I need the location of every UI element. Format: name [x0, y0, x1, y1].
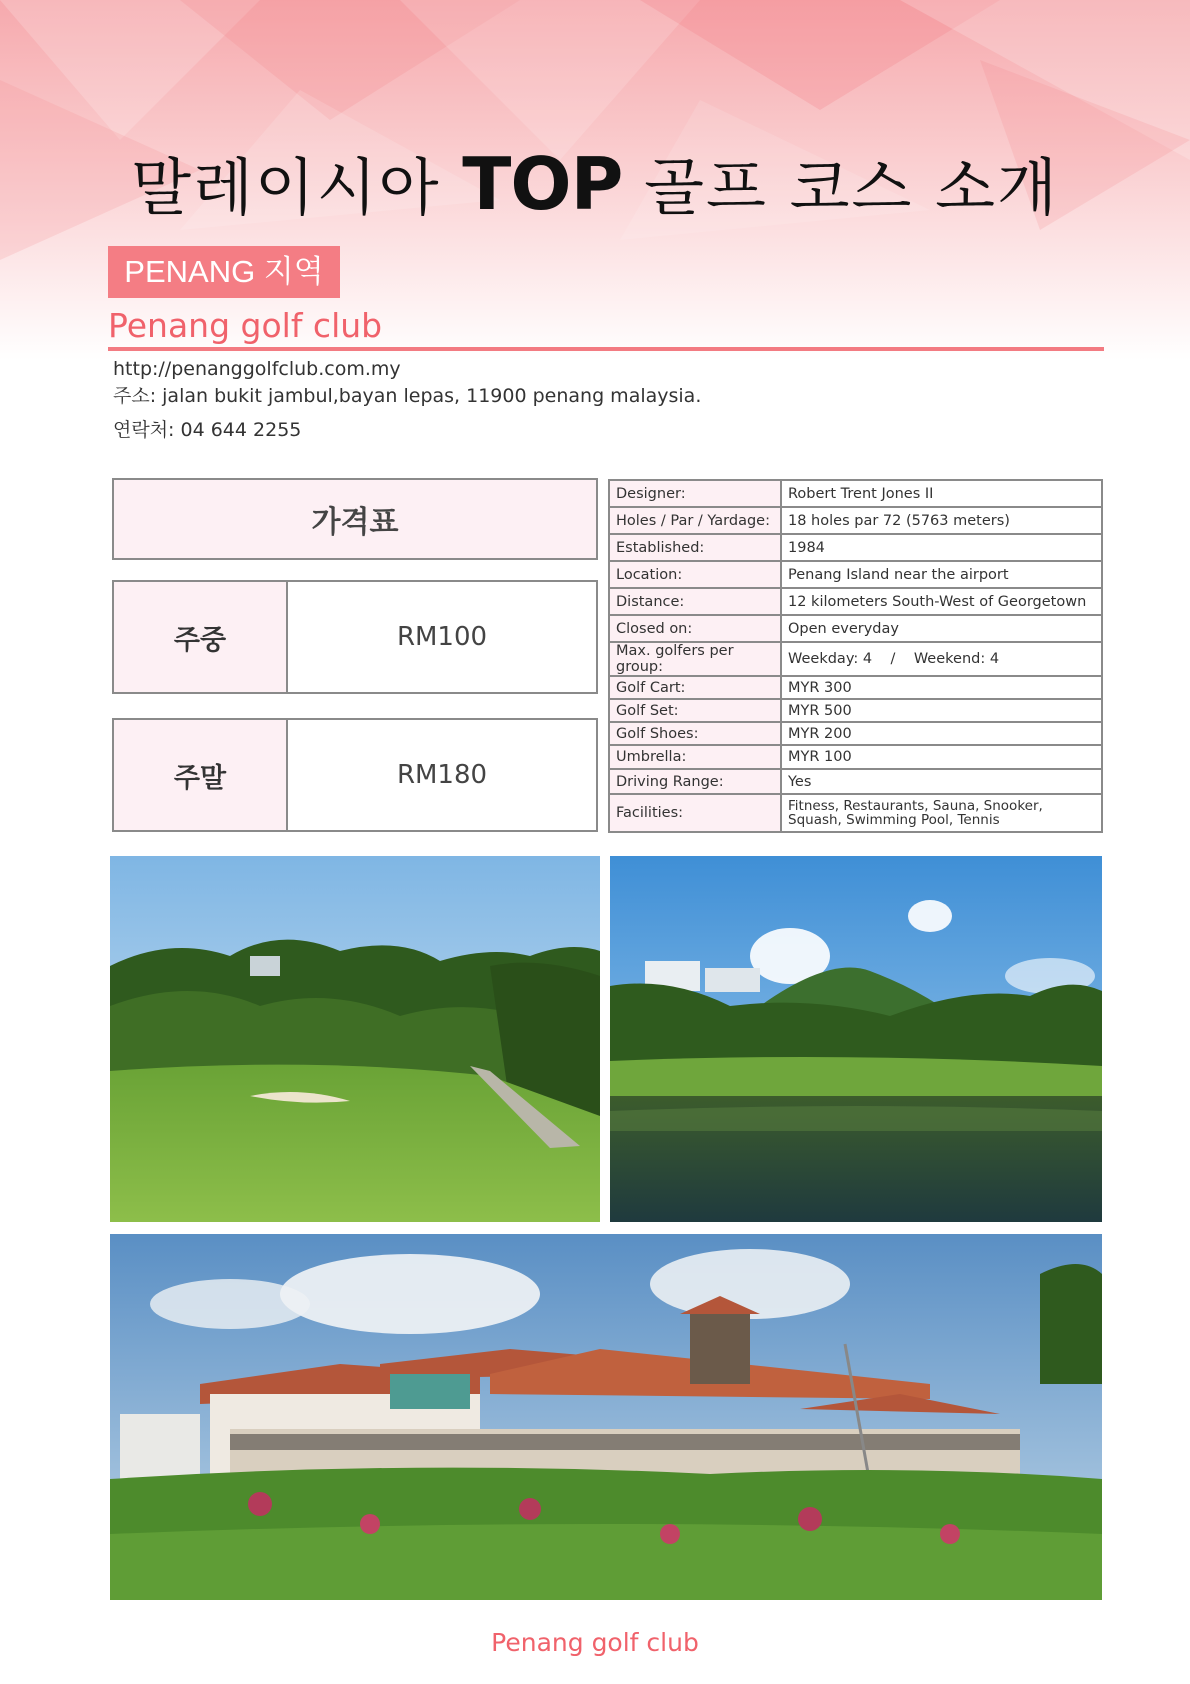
region-badge: PENANG 지역: [108, 246, 340, 298]
info-key: Golf Set:: [609, 699, 781, 722]
price-row-weekday: [112, 580, 598, 694]
info-value: MYR 100: [781, 745, 1102, 769]
fairway-photo: [110, 856, 600, 1222]
info-value: MYR 500: [781, 699, 1102, 722]
lake-photo: [610, 856, 1102, 1222]
info-key: Closed on:: [609, 615, 781, 642]
info-row: [609, 615, 1102, 642]
info-row: [609, 794, 1102, 832]
price-label: 주말: [114, 720, 288, 830]
info-value: MYR 200: [781, 722, 1102, 745]
info-row: [609, 769, 1102, 794]
club-divider: [108, 347, 1104, 351]
info-key: Facilities:: [609, 794, 781, 832]
footer-club-name: Penang golf club: [491, 1628, 699, 1657]
info-key: Designer:: [609, 480, 781, 507]
info-key: Distance:: [609, 588, 781, 615]
info-row: [609, 561, 1102, 588]
price-value: RM180: [288, 720, 596, 830]
title-part1: 말레이시아: [131, 151, 441, 224]
info-value: Fitness, Restaurants, Sauna, Snooker, Squash, Swimming Pool, Tennis: [781, 794, 1102, 832]
info-value: Open everyday: [781, 615, 1102, 642]
info-row: [609, 588, 1102, 615]
info-row: [609, 676, 1102, 699]
info-key: Location:: [609, 561, 781, 588]
info-value: Robert Trent Jones II: [781, 480, 1102, 507]
contact-text: 연락처: 04 644 2255: [113, 419, 302, 441]
price-table-heading: 가격표: [112, 478, 598, 560]
info-value: 1984: [781, 534, 1102, 561]
title-part3: 골프 코스 소개: [644, 151, 1059, 224]
info-value: MYR 300: [781, 676, 1102, 699]
info-key: Golf Shoes:: [609, 722, 781, 745]
price-row-weekend: [112, 718, 598, 832]
price-label: 주중: [114, 582, 288, 692]
info-key: Driving Range:: [609, 769, 781, 794]
info-value: Yes: [781, 769, 1102, 794]
course-info-table: [608, 479, 1103, 833]
info-value: 12 kilometers South-West of Georgetown: [781, 588, 1102, 615]
page-title: [0, 138, 1190, 227]
info-value: 18 holes par 72 (5763 meters): [781, 507, 1102, 534]
info-row: [609, 722, 1102, 745]
info-row: [609, 642, 1102, 676]
info-key: Golf Cart:: [609, 676, 781, 699]
info-row: [609, 507, 1102, 534]
info-key: Established:: [609, 534, 781, 561]
info-key: Umbrella:: [609, 745, 781, 769]
info-row: [609, 534, 1102, 561]
info-key: Max. golfers per group:: [609, 642, 781, 676]
address-text: 주소: jalan bukit jambul,bayan lepas, 11900 penang malaysia.: [113, 385, 702, 407]
info-value: Weekday: 4 / Weekend: 4: [781, 642, 1102, 676]
clubhouse-photo: [110, 1234, 1102, 1600]
website-link[interactable]: http://penanggolfclub.com.my: [113, 358, 401, 380]
info-row: [609, 745, 1102, 769]
club-name: Penang golf club: [108, 306, 383, 345]
title-part2: TOP: [462, 142, 623, 226]
price-value: RM100: [288, 582, 596, 692]
info-row: [609, 480, 1102, 507]
info-key: Holes / Par / Yardage:: [609, 507, 781, 534]
info-row: [609, 699, 1102, 722]
info-value: Penang Island near the airport: [781, 561, 1102, 588]
